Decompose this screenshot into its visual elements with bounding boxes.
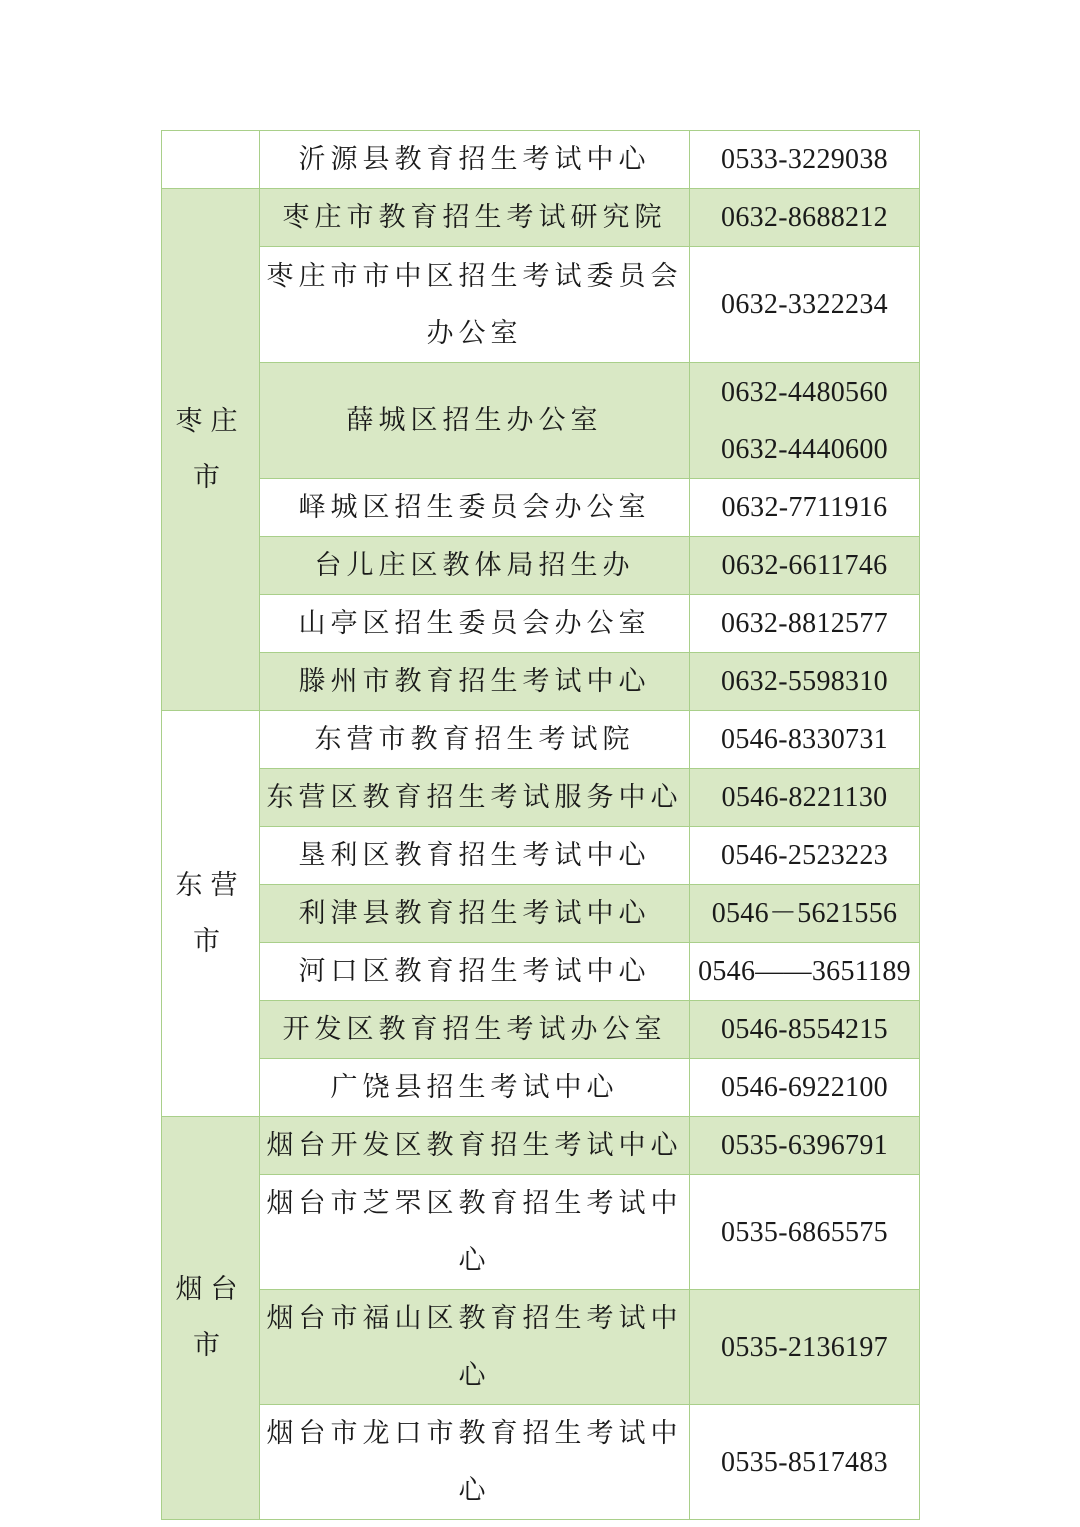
table-row: [162, 1290, 920, 1405]
phone-cell: 0546-8330731: [690, 711, 920, 769]
phone-cell: 0546-8221130: [690, 769, 920, 827]
phone-line-1: 0632-4480560: [721, 376, 888, 408]
table-row: [162, 653, 920, 711]
table-row: [162, 189, 920, 247]
org-cell: 烟台市芝罘区教育招生考试中心: [260, 1175, 690, 1290]
phone-cell: 0632-8688212: [690, 189, 920, 247]
table-row: [162, 131, 920, 189]
table-row: [162, 1405, 920, 1520]
phone-cell: 0632-7711916: [690, 479, 920, 537]
phone-cell: 0535-8517483: [690, 1405, 920, 1520]
org-cell: 烟台开发区教育招生考试中心: [260, 1117, 690, 1175]
table-row: [162, 479, 920, 537]
table-row: [162, 1001, 920, 1059]
org-cell: 东营市教育招生考试院: [260, 711, 690, 769]
org-cell: 广饶县招生考试中心: [260, 1059, 690, 1117]
org-cell: 峄城区招生委员会办公室: [260, 479, 690, 537]
phone-cell: 0533-3229038: [690, 131, 920, 189]
contact-table: [161, 130, 920, 1520]
phone-cell: 0535-2136197: [690, 1290, 920, 1405]
org-cell: 烟台市福山区教育招生考试中心: [260, 1290, 690, 1405]
phone-line-2: 0632-4440600: [721, 433, 888, 465]
org-cell: 开发区教育招生考试办公室: [260, 1001, 690, 1059]
phone-cell: 0546-8554215: [690, 1001, 920, 1059]
org-cell: 枣庄市市中区招生考试委员会办公室: [260, 247, 690, 363]
phone-cell: 0546——3651189: [690, 943, 920, 1001]
org-cell: 垦利区教育招生考试中心: [260, 827, 690, 885]
org-cell: 烟台市龙口市教育招生考试中心: [260, 1405, 690, 1520]
org-cell: 薛城区招生办公室: [260, 363, 690, 479]
phone-cell: [690, 363, 920, 479]
org-cell: 利津县教育招生考试中心: [260, 885, 690, 943]
phone-cell: 0632-6611746: [690, 537, 920, 595]
table-row: [162, 711, 920, 769]
city-cell-yantai: 烟台市: [162, 1117, 260, 1520]
org-cell: 东营区教育招生考试服务中心: [260, 769, 690, 827]
org-cell: 滕州市教育招生考试中心: [260, 653, 690, 711]
phone-cell: 0632-8812577: [690, 595, 920, 653]
table-row: [162, 885, 920, 943]
table-row: [162, 827, 920, 885]
phone-cell: 0632-5598310: [690, 653, 920, 711]
phone-cell: 0632-3322234: [690, 247, 920, 363]
phone-cell: 0546－5621556: [690, 885, 920, 943]
phone-cell: 0535-6865575: [690, 1175, 920, 1290]
table-row: [162, 769, 920, 827]
table-row: [162, 1117, 920, 1175]
city-cell-empty: [162, 131, 260, 189]
table-row: [162, 943, 920, 1001]
table-row: [162, 595, 920, 653]
org-cell: 枣庄市教育招生考试研究院: [260, 189, 690, 247]
phone-cell: 0546-2523223: [690, 827, 920, 885]
org-cell: 河口区教育招生考试中心: [260, 943, 690, 1001]
org-cell: 山亭区招生委员会办公室: [260, 595, 690, 653]
table-row: [162, 1059, 920, 1117]
table-row: [162, 537, 920, 595]
table-row: [162, 363, 920, 479]
city-cell-zaozhuang: 枣庄市: [162, 189, 260, 711]
phone-cell: 0546-6922100: [690, 1059, 920, 1117]
phone-cell: 0535-6396791: [690, 1117, 920, 1175]
org-cell: 沂源县教育招生考试中心: [260, 131, 690, 189]
org-cell: 台儿庄区教体局招生办: [260, 537, 690, 595]
table-row: [162, 1175, 920, 1290]
table-row: [162, 247, 920, 363]
city-cell-dongying: 东营市: [162, 711, 260, 1117]
